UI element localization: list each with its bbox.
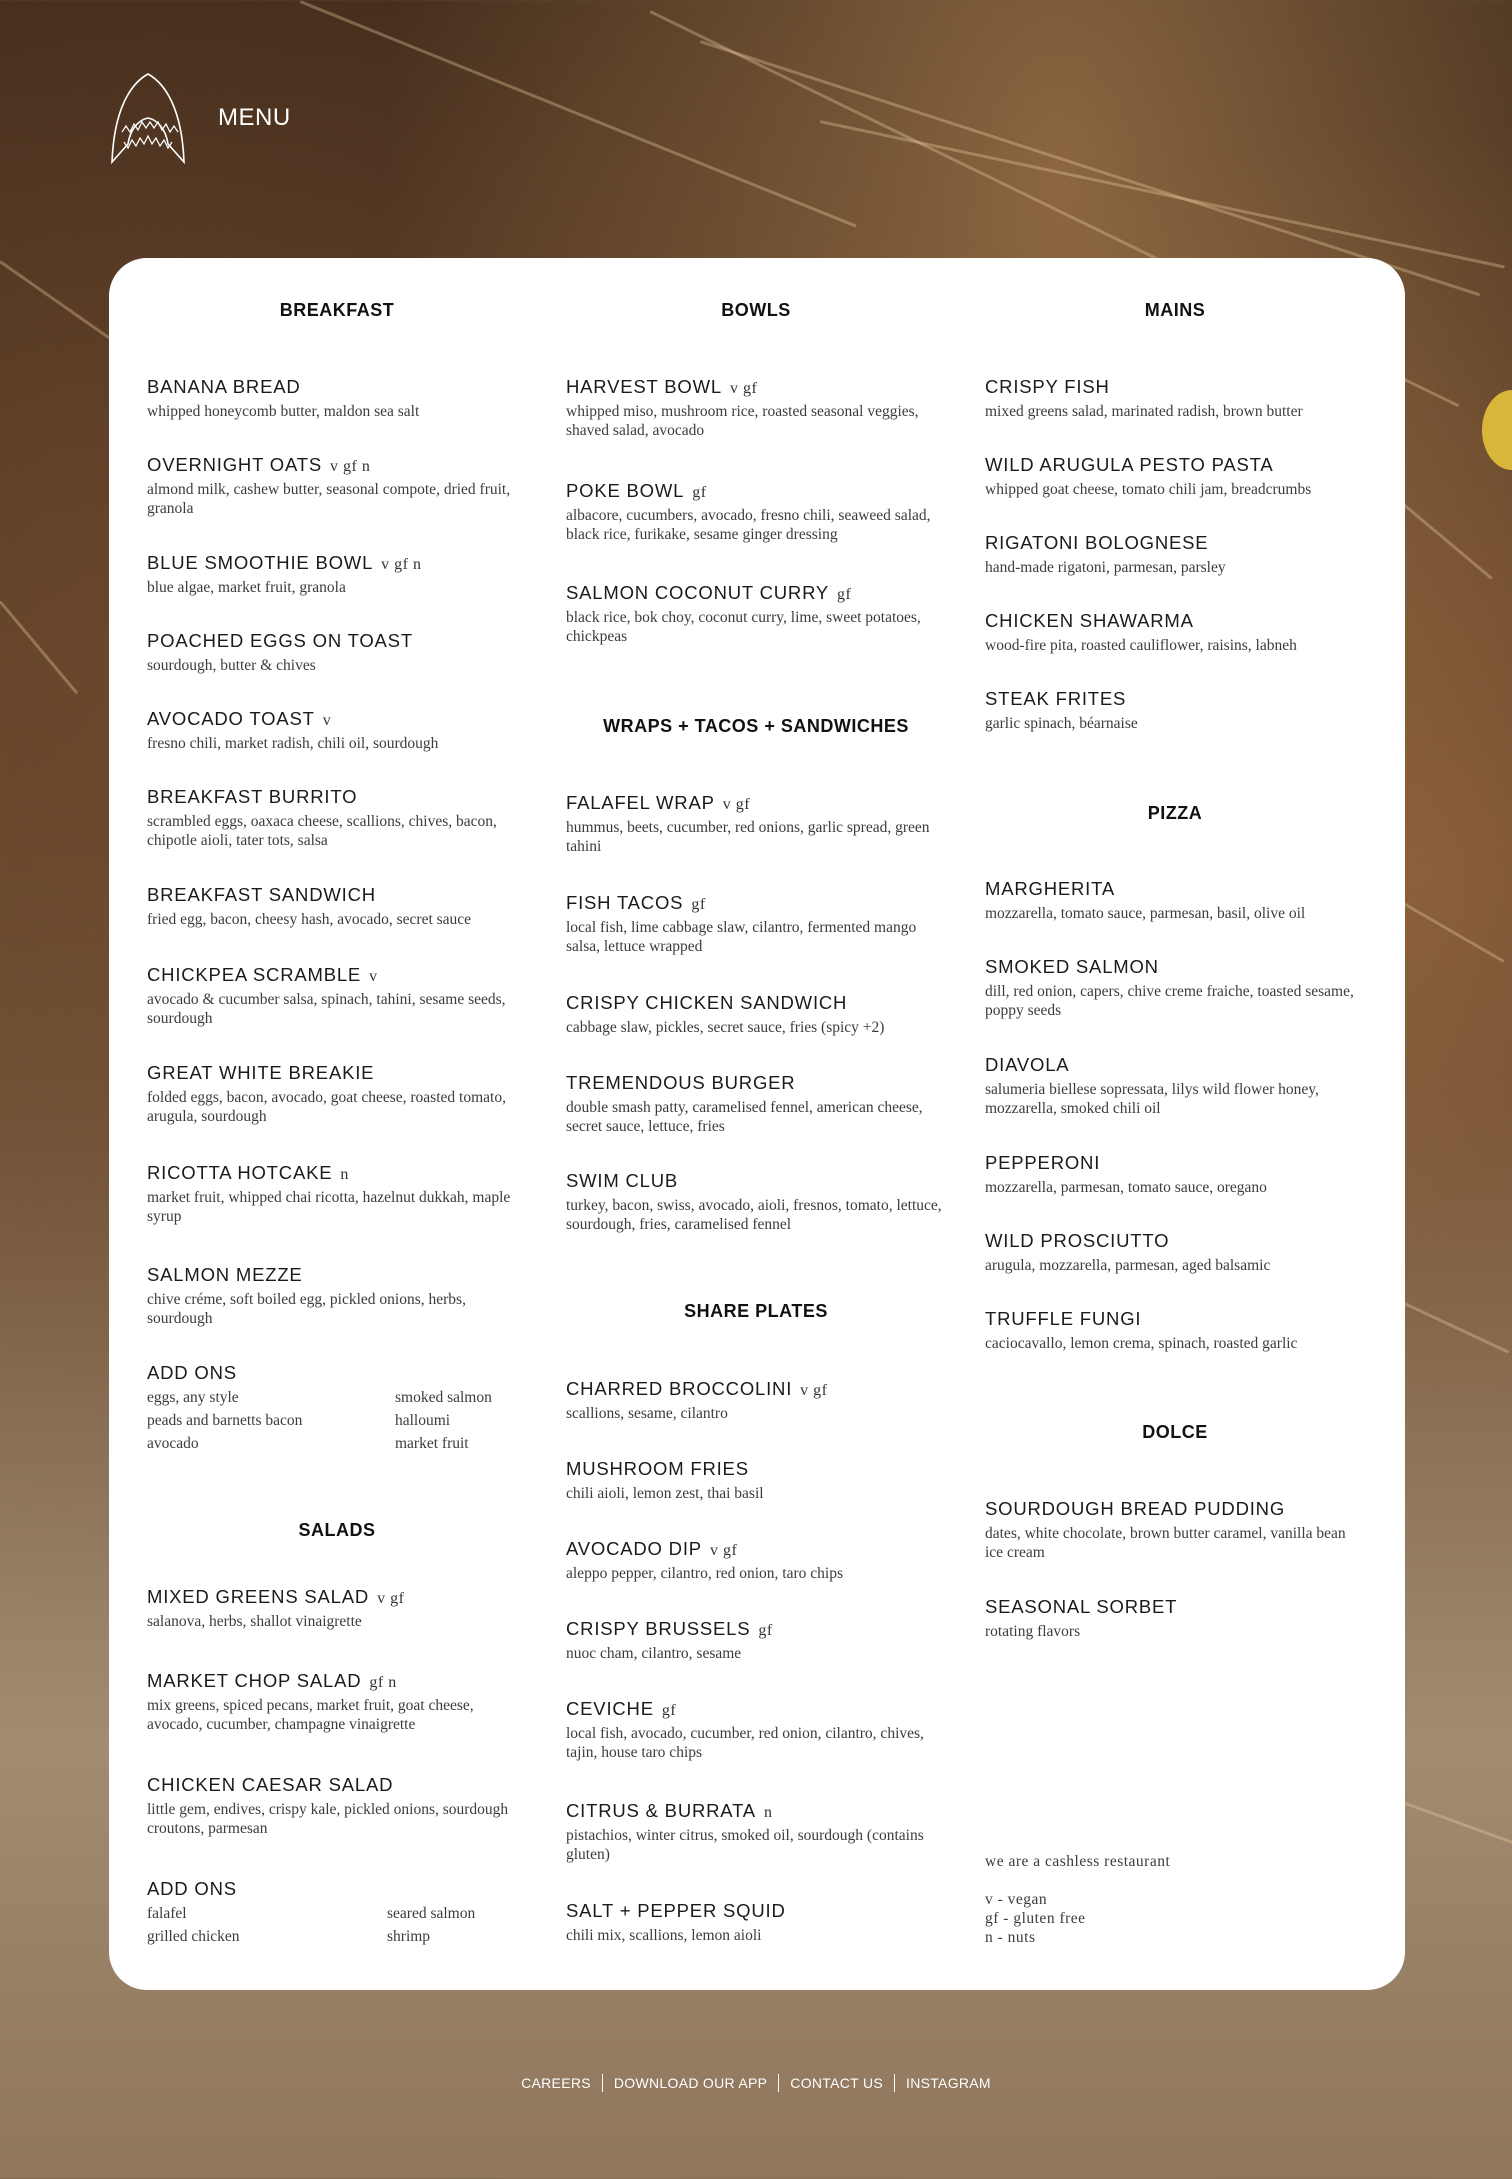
section-title-pizza: PIZZA bbox=[1147, 803, 1203, 823]
menu-item: RICOTTA HOTCAKE n market fruit, whipped chai ricotta, hazelnut dukkah, maple syrup bbox=[147, 1162, 511, 1225]
menu-item: AVOCADO DIP v gf aleppo pepper, cilantro, red onion, taro chips bbox=[566, 1538, 843, 1582]
menu-item: FISH TACOS gf local fish, lime cabbage slaw, cilantro, fermented mango salsa, lettuce wrapped bbox=[566, 892, 917, 955]
menu-item: CRISPY BRUSSELS gf nuoc cham, cilantro, sesame bbox=[566, 1618, 773, 1662]
menu-item: TREMENDOUS BURGER double smash patty, caramelised fennel, american cheese, secret sauce, lettuce, fries bbox=[566, 1072, 923, 1135]
menu-item: RIGATONI BOLOGNESE hand-made rigatoni, parmesan, parsley bbox=[985, 532, 1226, 576]
footer-link-instagram[interactable]: INSTAGRAM bbox=[906, 2075, 991, 2091]
menu-item: PEPPERONI mozzarella, parmesan, tomato sauce, oregano bbox=[985, 1152, 1267, 1196]
menu-item: CHICKEN SHAWARMA wood-fire pita, roasted cauliflower, raisins, labneh bbox=[985, 610, 1297, 654]
footer-divider bbox=[602, 2074, 603, 2092]
menu-item: SMOKED SALMON dill, red onion, capers, chive creme fraiche, toasted sesame, poppy seeds bbox=[985, 956, 1354, 1019]
menu-item: BLUE SMOOTHIE BOWL v gf n blue algae, market fruit, granola bbox=[147, 552, 422, 596]
footer-link-careers[interactable]: CAREERS bbox=[521, 2075, 591, 2091]
cashless-note: we are a cashless restaurant bbox=[985, 1853, 1171, 1870]
menu-item: BREAKFAST SANDWICH fried egg, bacon, cheesy hash, avocado, secret sauce bbox=[147, 884, 472, 928]
menu-item: BREAKFAST BURRITO scrambled eggs, oaxaca cheese, scallions, chives, bacon, chipotle aioli, tater tots, salsa bbox=[147, 786, 497, 849]
menu-item: CRISPY CHICKEN SANDWICH cabbage slaw, pickles, secret sauce, fries (spicy +2) bbox=[566, 992, 885, 1036]
section-title-bowls: BOWLS bbox=[721, 300, 791, 320]
menu-item: CEVICHE gf local fish, avocado, cucumber, red onion, cilantro, chives, tajin, house taro chips bbox=[566, 1698, 924, 1761]
footer-link-download-app[interactable]: DOWNLOAD OUR APP bbox=[613, 2075, 768, 2091]
section-title-mains: MAINS bbox=[1144, 300, 1206, 320]
salads-addons: ADD ONS falafel seared salmon grilled chicken shrimp bbox=[147, 1878, 476, 1945]
menu-item: MARGHERITA mozzarella, tomato sauce, parmesan, basil, olive oil bbox=[985, 878, 1306, 922]
menu-item: CHARRED BROCCOLINI v gf scallions, sesame, cilantro bbox=[566, 1378, 828, 1422]
menu-item: SALMON MEZZE chive créme, soft boiled egg, pickled onions, herbs, sourdough bbox=[147, 1264, 466, 1327]
footer-divider bbox=[778, 2074, 779, 2092]
site-header bbox=[108, 70, 291, 166]
menu-item: POACHED EGGS ON TOAST sourdough, butter & chives bbox=[147, 630, 413, 674]
menu-label[interactable]: MENU bbox=[218, 104, 291, 131]
section-title-dolce: DOLCE bbox=[1142, 1422, 1208, 1442]
yellow-accent bbox=[1482, 390, 1512, 470]
menu-item: SWIM CLUB turkey, bacon, swiss, avocado, aioli, fresnos, tomato, lettuce, sourdough, fries, caramelised fennel bbox=[566, 1170, 942, 1233]
section-title-salads: SALADS bbox=[298, 1520, 376, 1540]
menu-item: FALAFEL WRAP v gf hummus, beets, cucumber, red onions, garlic spread, green tahini bbox=[566, 792, 930, 855]
site-footer bbox=[0, 2074, 1512, 2092]
menu-item: HARVEST BOWL v gf whipped miso, mushroom rice, roasted seasonal veggies, shaved salad, avocado bbox=[566, 376, 919, 439]
menu-item: SOURDOUGH BREAD PUDDING dates, white chocolate, brown butter caramel, vanilla bean ice cream bbox=[985, 1498, 1346, 1561]
menu-item: WILD PROSCIUTTO arugula, mozzarella, parmesan, aged balsamic bbox=[985, 1230, 1271, 1274]
shark-jaw-icon[interactable] bbox=[108, 70, 188, 166]
section-title-wraps: WRAPS + TACOS + SANDWICHES bbox=[603, 716, 909, 736]
menu-item: STEAK FRITES garlic spinach, béarnaise bbox=[985, 688, 1138, 732]
menu-card bbox=[109, 258, 1405, 1990]
breakfast-addons: ADD ONS eggs, any style smoked salmon peads and barnetts bacon halloumi avocado market fruit bbox=[147, 1362, 492, 1452]
menu-item: SALMON COCONUT CURRY gf black rice, bok choy, coconut curry, lime, sweet potatoes, chickpeas bbox=[566, 582, 921, 645]
menu-item: CRISPY FISH mixed greens salad, marinated radish, brown butter bbox=[985, 376, 1303, 420]
menu-item: MIXED GREENS SALAD v gf salanova, herbs, shallot vinaigrette bbox=[147, 1586, 405, 1630]
menu-item: OVERNIGHT OATS v gf n almond milk, cashew butter, seasonal compote, dried fruit, granola bbox=[147, 454, 511, 517]
menu-item: MUSHROOM FRIES chili aioli, lemon zest, thai basil bbox=[566, 1458, 764, 1502]
section-title-breakfast: BREAKFAST bbox=[279, 300, 395, 320]
menu-item: TRUFFLE FUNGI caciocavallo, lemon crema, spinach, roasted garlic bbox=[985, 1308, 1298, 1352]
dietary-legend: v - vegan gf - gluten free n - nuts bbox=[985, 1891, 1086, 1946]
menu-item: DIAVOLA salumeria biellese sopressata, lilys wild flower honey, mozzarella, smoked chili oil bbox=[985, 1054, 1319, 1117]
menu-item: MARKET CHOP SALAD gf n mix greens, spiced pecans, market fruit, goat cheese, avocado, cucumber, champagne vinaigrette bbox=[147, 1670, 474, 1733]
menu-item: SALT + PEPPER SQUID chili mix, scallions, lemon aioli bbox=[566, 1900, 786, 1944]
footer-link-contact[interactable]: CONTACT US bbox=[790, 2075, 883, 2091]
menu-item: WILD ARUGULA PESTO PASTA whipped goat cheese, tomato chili jam, breadcrumbs bbox=[985, 454, 1312, 498]
menu-item: SEASONAL SORBET rotating flavors bbox=[985, 1596, 1178, 1640]
footer-divider bbox=[894, 2074, 895, 2092]
menu-item: CITRUS & BURRATA n pistachios, winter citrus, smoked oil, sourdough (contains gluten) bbox=[566, 1800, 924, 1863]
menu-item: CHICKEN CAESAR SALAD little gem, endives, crispy kale, pickled onions, sourdough croutons, parmesan bbox=[147, 1774, 509, 1837]
menu-item: BANANA BREAD whipped honeycomb butter, maldon sea salt bbox=[147, 376, 420, 420]
section-title-share-plates: SHARE PLATES bbox=[684, 1301, 828, 1321]
menu-item: GREAT WHITE BREAKIE folded eggs, bacon, avocado, goat cheese, roasted tomato, arugula, sourdough bbox=[147, 1062, 506, 1125]
menu-item: CHICKPEA SCRAMBLE v avocado & cucumber salsa, spinach, tahini, sesame seeds, sourdough bbox=[147, 964, 506, 1027]
menu-item: POKE BOWL gf albacore, cucumbers, avocado, fresno chili, seaweed salad, black rice, furikake, sesame ginger dressing bbox=[566, 480, 931, 543]
menu-item: AVOCADO TOAST v fresno chili, market radish, chili oil, sourdough bbox=[147, 708, 439, 752]
